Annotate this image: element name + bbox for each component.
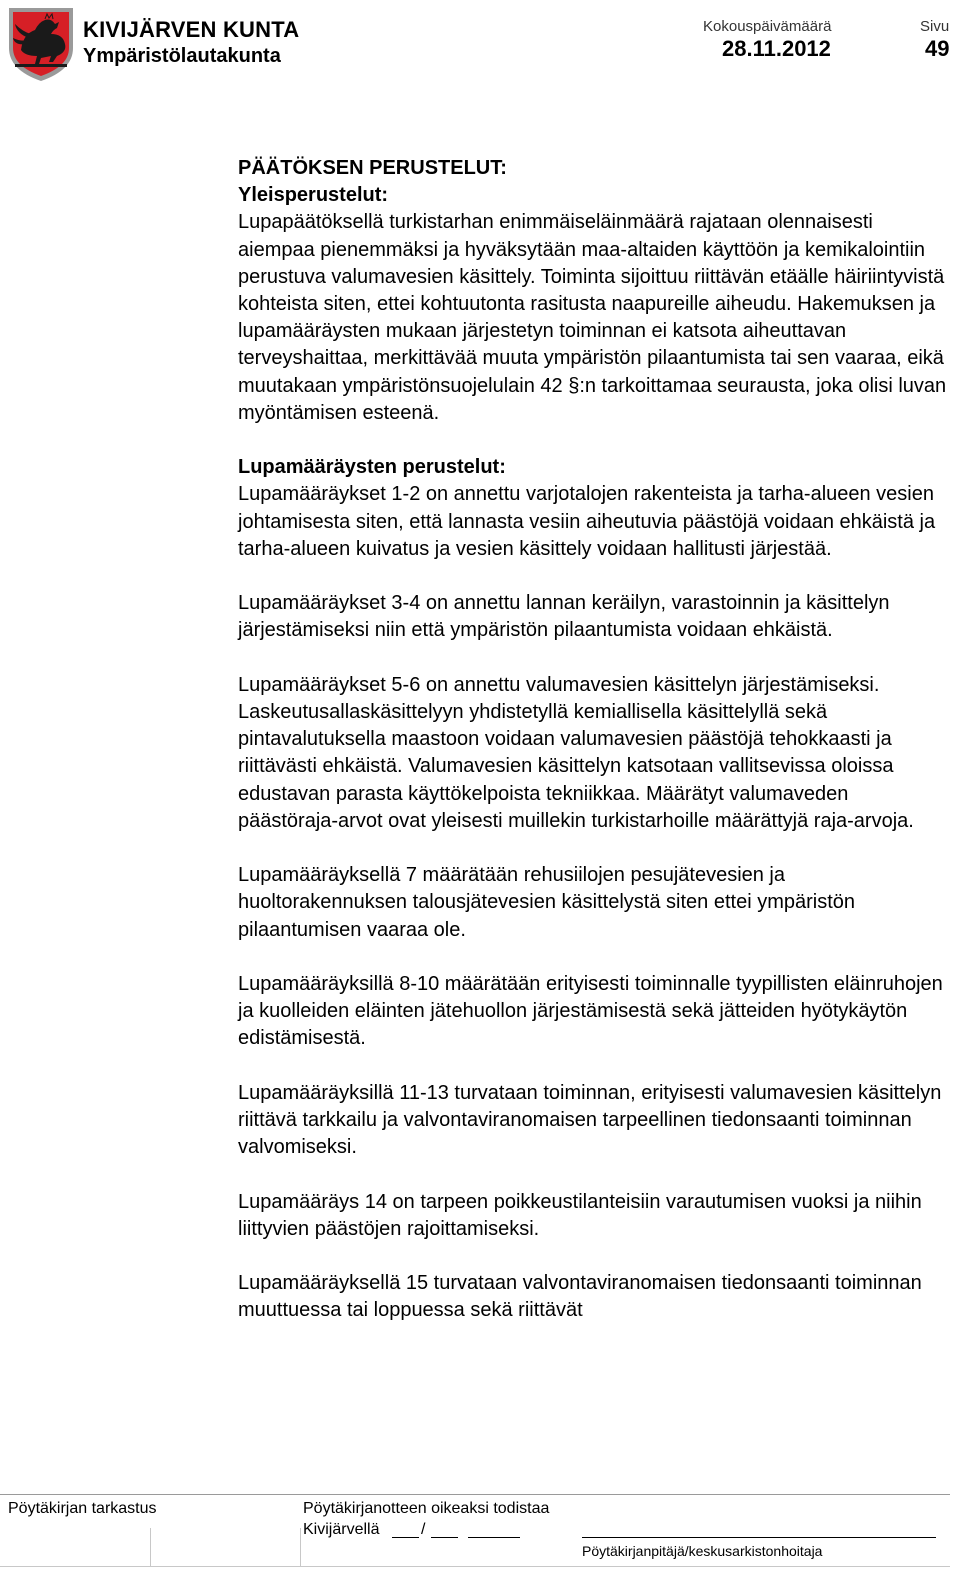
minutes-review-label: Pöytäkirjan tarkastus [8, 1500, 157, 1517]
signer-title: Pöytäkirjanpitäjä/keskusarkistonhoitaja [582, 1543, 823, 1559]
organization-name: KIVIJÄRVEN KUNTA [83, 17, 300, 42]
general-grounds-title: Yleisperustelut: [238, 184, 389, 207]
general-grounds-paragraph: Lupapäätöksellä turkistarhan enimmäiseläinmäärä rajataan olennaisesti aiempaa pienemmäksi ja hyväksytään maa-altaiden käyttöön ja kemikalointiin perustuva valumavesien käsittely. Toiminta sijoittuu riittävän etäälle häiriintyvistä kohteista siten, ettei kohtuutonta rasitusta naapureille aiheudu. Hakemuksen ja lupamääräysten mukaan järjestetyn toiminnan ei katsota aiheuttavan terveyshaittaa, merkittävää muuta ympäristön pilaantumista tai sen vaaraa, eikä muutakaan ympäristönsuojelulain 42 §:n tarkoittamaa seurausta, joka olisi luvan myöntämisen esteenä. [238, 211, 947, 424]
organization-unit: Ympäristölautakunta [83, 45, 281, 67]
footer-divider [0, 1494, 950, 1495]
extract-certify-label: Pöytäkirjanotteen oikeaksi todistaa [303, 1500, 550, 1517]
document-body [238, 155, 950, 1352]
footer-column-divider [150, 1528, 151, 1566]
footer-column-divider [300, 1528, 301, 1566]
meeting-date: 28.11.2012 [722, 36, 831, 61]
date-separator: / [421, 1521, 426, 1538]
place-label: Kivijärvellä [303, 1521, 380, 1538]
permit-conditions-grounds-title: Lupamääräysten perustelut: [238, 456, 506, 479]
paragraph: Lupamääräykset 5-6 on annettu valumavesien käsittelyn järjestämiseksi. Laskeutusallaskäsittelyyn yhdistetyllä kemiallisella käsittelyllä sekä pintavalutuksella maastoon voidaan valumavesien päästöjä tehokkaasti ja riittävästi ehkäistä. Valumavesien käsittelyn katsotaan vallitsevissa oloissa edustavan parasta käyttökelpoista tekniikkaa. Määrätyt valumaveden päästöraja-arvot ovat yleisesti muillekin turkistarhoille määrättyjä raja-arvoja. [238, 673, 914, 832]
paragraph: Lupamääräyksellä 15 turvataan valvontaviranomaisen tiedonsaanti toiminnan muuttuessa tai loppuessa sekä riittävät [238, 1272, 922, 1322]
footer-bottom-divider [0, 1566, 950, 1567]
decision-grounds-heading: PÄÄTÖKSEN PERUSTELUT: [238, 157, 507, 179]
paragraph: Lupamääräyksillä 8-10 määrätään erityisesti toiminnalle tyypillisten eläinruhojen ja kuolleiden eläinten jätehuollon järjestämisestä sekä jätteiden hyötykäytön edistämisestä. [238, 973, 943, 1050]
page-label: Sivu [920, 18, 950, 35]
day-blank [392, 1537, 419, 1538]
month-blank [431, 1537, 458, 1538]
paragraph: Lupamääräykset 3-4 on annettu lannan keräilyn, varastoinnin ja käsittelyn järjestämiseksi niin että ympäristön pilaantumista voidaan ehkäistä. [238, 592, 890, 642]
year-blank [468, 1537, 520, 1538]
page-number: 49 [925, 36, 950, 61]
paragraph: Lupamääräyksillä 11-13 turvataan toiminnan, erityisesti valumavesien käsittelyn riittävä tarkkailu ja valvontaviranomaisen tarpeellinen tiedonsaanti toiminnan valvomiseksi. [238, 1081, 942, 1159]
signature-line [582, 1537, 936, 1538]
paragraph: Lupamääräys 14 on tarpeen poikkeustilanteisiin varautumisen vuoksi ja niihin liittyvien päästöjen rajoittamiseksi. [238, 1190, 922, 1240]
meeting-date-label: Kokouspäivämäärä [703, 18, 832, 35]
paragraph: Lupamääräykset 1-2 on annettu varjotalojen rakenteista ja tarha-alueen vesien johtamisesta siten, että lannasta vesiin aiheutuvia päästöjä voidaan ehkäistä ja tarha-alueen kuivatus ja vesien käsittely voidaan hallitusti järjestää. [238, 483, 936, 560]
paragraph: Lupamääräyksellä 7 määrätään rehusiilojen pesujätevesien ja huoltorakennuksen talousjätevesien käsittelystä siten ettei ympäristön pilaantumisen vaaraa ole. [238, 864, 856, 941]
rooster-coat-of-arms-icon [5, 4, 77, 84]
